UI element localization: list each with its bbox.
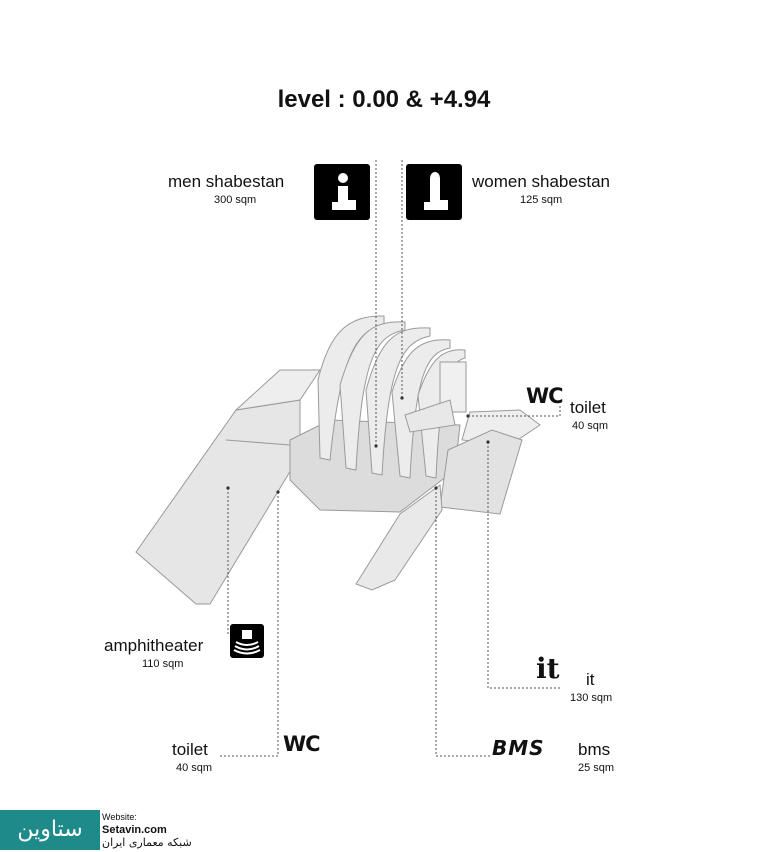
toilet-left-area: 40 sqm xyxy=(176,762,213,774)
women-shabestan-label: women shabestan xyxy=(472,172,610,191)
women-shabestan-area: 125 sqm xyxy=(520,194,563,206)
amphitheater-icon xyxy=(230,624,264,658)
wc-icon: WC xyxy=(526,384,563,408)
toilet-left-label: toilet xyxy=(172,740,208,759)
wc-icon: WC xyxy=(283,732,320,756)
amphitheater-area: 110 sqm xyxy=(142,658,184,670)
men-shabestan-area: 300 sqm xyxy=(214,194,257,206)
setavin-logo: ستاوین xyxy=(0,810,100,850)
toilet-right-area: 40 sqm xyxy=(572,420,609,432)
bms-leader-line xyxy=(436,488,490,756)
it-area: 130 sqm xyxy=(570,692,613,704)
praying-man-icon xyxy=(314,164,370,220)
amphitheater-volume xyxy=(136,400,300,604)
amphitheater-label: amphitheater xyxy=(104,636,204,655)
website-tagline: شبکه معماری ایران xyxy=(102,836,192,849)
bms-label: bms xyxy=(578,740,611,759)
it-icon: it xyxy=(536,652,560,685)
bms-icon: BMS xyxy=(492,736,545,760)
toilet-right-label: toilet xyxy=(570,398,606,417)
it-label: it xyxy=(586,670,595,689)
diagram-title: level : 0.00 & +4.94 xyxy=(277,86,491,113)
men-shabestan-label: men shabestan xyxy=(168,172,285,191)
website-caption: Website: xyxy=(102,812,137,822)
praying-woman-icon xyxy=(406,164,462,220)
bms-area: 25 sqm xyxy=(578,762,615,774)
website-link[interactable]: Setavin.com xyxy=(102,824,167,836)
